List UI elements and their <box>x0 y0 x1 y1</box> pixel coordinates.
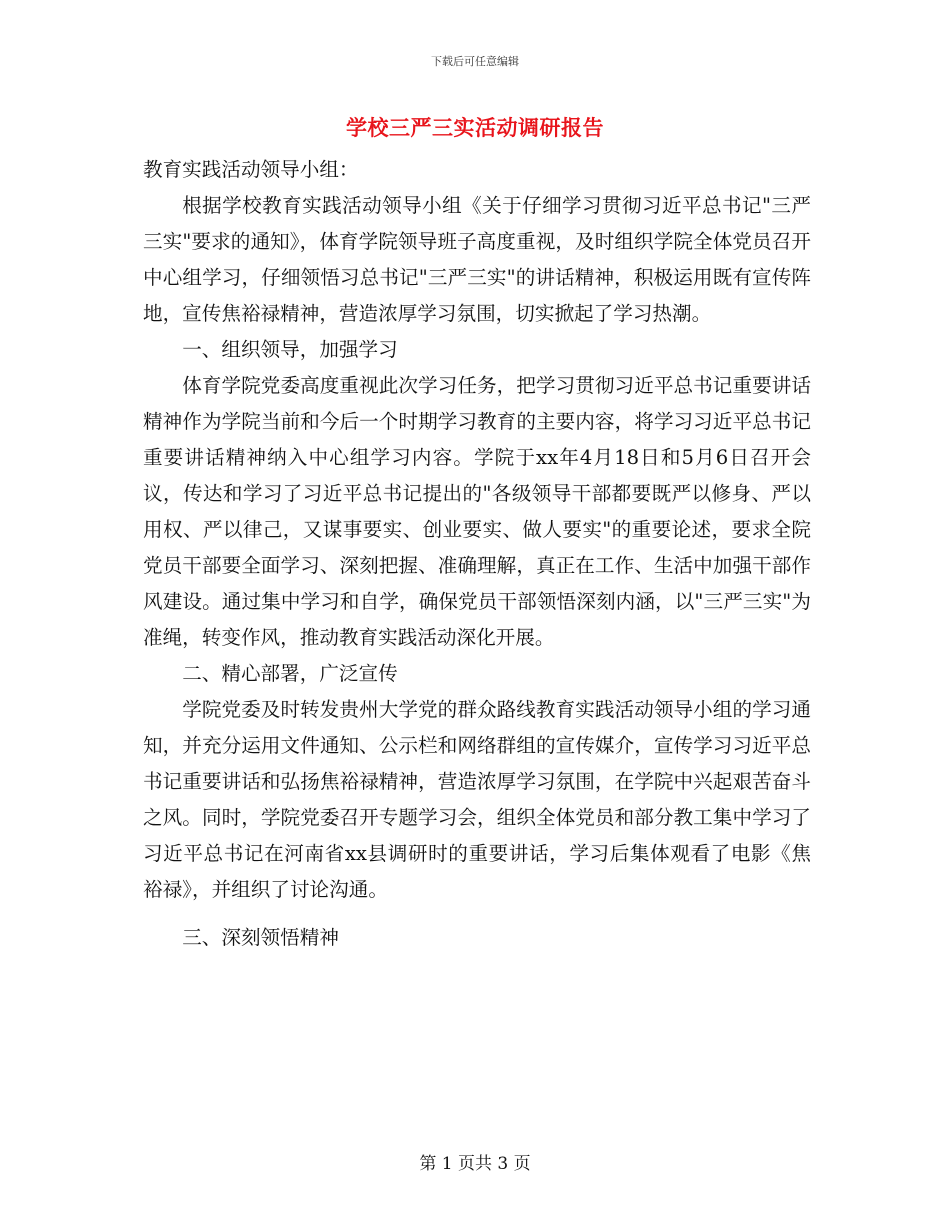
paragraph-intro: 根据学校教育实践活动领导小组《关于仔细学习贯彻习近平总书记"三严三实"要求的通知》，体育学院领导班子高度重视，及时组织学院全体党员召开中心组学习，仔细领悟习总书记"三严三实"的讲话精神，积极运用既有宣传阵地，宣传焦裕禄精神，营造浓厚学习氛围，切实掀起了学习热潮。 <box>143 194 811 325</box>
page-header-note: 下载后可任意编辑 <box>431 55 519 68</box>
page-number: 第 1 页共 3 页 <box>419 1154 531 1174</box>
section-heading-2: 二、精心部署，广泛宣传 <box>182 662 398 685</box>
document-title: 学校三严三实活动调研报告 <box>346 115 604 140</box>
document-body <box>143 152 811 956</box>
section-heading-1: 一、组织领导，加强学习 <box>182 338 398 361</box>
salutation: 教育实践活动领导小组： <box>143 158 359 181</box>
paragraph-section-2: 学院党委及时转发贵州大学党的群众路线教育实践活动领导小组的学习通知，并充分运用文件通知、公示栏和网络群组的宣传媒介，宣传学习习近平总书记重要讲话和弘扬焦裕禄精神，营造浓厚学习氛围，在学院中兴起艰苦奋斗之风。同时，学院党委召开专题学习会，组织全体党员和部分教工集中学习了习近平总书记在河南省xx县调研时的重要讲话，学习后集体观看了电影《焦裕禄》，并组织了讨论沟通。 <box>143 698 811 901</box>
section-heading-3: 三、深刻领悟精神 <box>182 926 339 949</box>
paragraph-section-1: 体育学院党委高度重视此次学习任务，把学习贯彻习近平总书记重要讲话精神作为学院当前和今后一个时期学习教育的主要内容，将学习习近平总书记重要讲话精神纳入中心组学习内容。学院于xx年4月18日和5月6日召开会议，传达和学习了习近平总书记提出的"各级领导干部都要既严以修身、严以用权、严以律己，又谋事要实、创业要实、做人要实"的重要论述，要求全院党员干部要全面学习、深刻把握、准确理解，真正在工作、生活中加强干部作风建设。通过集中学习和自学，确保党员干部领悟深刻内涵，以"三严三实"为准绳，转变作风，推动教育实践活动深化开展。 <box>143 374 811 649</box>
